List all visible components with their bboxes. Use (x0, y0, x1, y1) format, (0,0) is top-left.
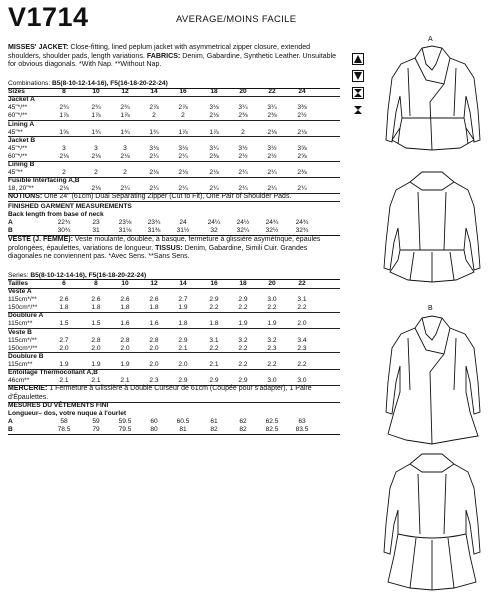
table-cell: 1.6 (120, 320, 130, 328)
table-cell: 2¼ (209, 185, 219, 193)
table-cell: 1¾ (120, 128, 130, 136)
table-cell: 2.8 (149, 336, 159, 344)
table-cell: 2.6 (120, 296, 130, 304)
table-cell: 2.0 (297, 320, 307, 328)
view-b-label: B (428, 305, 433, 312)
metrage-row (8, 337, 340, 345)
row-label: 115cm** (8, 320, 33, 328)
combinations-line-value: B5(8-10-12-14-16), F5(16-18-20-22-24) (51, 80, 168, 87)
table-cell: 2.2 (267, 360, 277, 368)
row-label: Jacket A (8, 96, 35, 104)
table-cell: 58 (60, 418, 68, 426)
table-cell: 3¼ (267, 104, 277, 112)
table-cell: 2.1 (178, 344, 188, 352)
fabric-section-title (8, 369, 340, 377)
table-cell: 24¼ (207, 219, 221, 226)
fabric-section-title (8, 329, 340, 337)
table-cell: 3 (94, 144, 98, 152)
table-cell: 2¼ (267, 185, 277, 193)
table-cell: 2⅛ (59, 185, 69, 193)
table-cell: 12 (150, 279, 158, 287)
table-cell: 31⅛ (118, 227, 132, 235)
table-cell: 3 (123, 144, 127, 152)
row-label: Tailles (8, 279, 29, 287)
table-cell: 1.9 (120, 360, 130, 368)
row-label: Lining B (8, 161, 35, 168)
table-cell: 2⅛ (59, 152, 69, 160)
description-en-heading: MISSES' JACKET: (8, 43, 69, 51)
table-cell: 60 (150, 418, 158, 426)
table-cell: 60.5 (176, 418, 190, 426)
row-label: 45"*/** (8, 144, 28, 152)
table-cell: 2 (123, 169, 127, 177)
table-cell: 3.1 (209, 336, 219, 344)
bowtie-icon (352, 103, 364, 115)
table-cell: 78.5 (57, 426, 71, 434)
table-cell: 2½ (267, 152, 277, 160)
table-cell: 1.9 (91, 360, 101, 368)
table-cell: 2¾ (120, 104, 130, 112)
mercerie-fr (8, 385, 340, 402)
row-label: Sizes (8, 88, 25, 96)
table-rule (8, 434, 340, 435)
table-cell: 14 (150, 88, 158, 96)
table-cell: 63 (298, 418, 306, 426)
table-cell: 24 (298, 88, 306, 96)
table-cell: 2.1 (209, 360, 219, 368)
table-cell: 2 (241, 128, 245, 136)
table-cell: 2.7 (178, 296, 188, 304)
table-cell: 2¼ (178, 185, 188, 193)
table-cell: 3½ (238, 144, 248, 152)
description-en (8, 43, 340, 69)
table-cell: 2.8 (91, 336, 101, 344)
table-cell: 1.9 (238, 320, 248, 328)
table-cell: 2¼ (149, 185, 159, 193)
jacket-b-back-illustration (370, 452, 495, 592)
table-cell: 18 (239, 279, 247, 287)
table-cell: 18 (210, 88, 218, 96)
row-label: A (8, 418, 13, 426)
table-cell: 2⅜ (238, 112, 248, 120)
row-label: Longueur– dos, votre nuque à l'ourlet (8, 410, 127, 418)
table-cell: 2 (62, 169, 66, 177)
table-cell: 59.5 (118, 418, 132, 426)
table-cell: 2.2 (238, 360, 248, 368)
table-cell: 2.0 (91, 344, 101, 352)
table-cell: 2.0 (149, 344, 159, 352)
table-cell: 2¼ (178, 152, 188, 160)
row-label: 46cm** (8, 377, 30, 385)
table-cell: 8 (94, 279, 98, 287)
table-cell: 16 (210, 279, 218, 287)
table-cell: 1⅞ (59, 112, 69, 120)
row-label: Back length from base of neck (8, 210, 104, 218)
row-label: Entoilage Thermocollant A,B (8, 369, 98, 376)
table-cell: 2⅛ (91, 185, 101, 193)
description-fr-part: Veste moulante, doublée, à basque, fermeture à glissière asymétrique, épaules prolongées, épaulettes, variations de longueur. (8, 236, 321, 252)
table-cell: 2¾ (91, 104, 101, 112)
fabrics-en-label: FABRICS: (146, 51, 181, 60)
table-cell: 2.9 (178, 336, 188, 344)
table-cell: 3⅜ (297, 104, 307, 112)
fabric-section-title (8, 177, 340, 185)
table-cell: 10 (121, 279, 129, 287)
table-cell: 2⅛ (91, 152, 101, 160)
table-cell: 32 (210, 227, 218, 235)
table-cell: 2.9 (238, 296, 248, 304)
bowtie-icon (352, 86, 364, 98)
table-cell: 2.2 (238, 344, 248, 352)
table-cell: 2⅛ (209, 169, 219, 177)
table-cell: 2⅛ (297, 128, 307, 136)
table-cell: 2.2 (209, 344, 219, 352)
table-cell: 1.8 (59, 304, 69, 312)
table-cell: 8 (62, 88, 66, 96)
table-cell: 3⅛ (149, 144, 159, 152)
table-cell: 3¼ (209, 144, 219, 152)
fabric-section-title (8, 353, 340, 361)
mercerie-fr-part: MERCERIE: (8, 385, 48, 393)
table-cell: 3⅛ (178, 144, 188, 152)
table-cell: 62.5 (265, 418, 279, 426)
table-cell: 2.3 (267, 344, 277, 352)
row-label: 150cm*/** (8, 304, 38, 312)
mercerie-fr-part: 1 Fermeture à Glissière à Double Curseur de 61cm (Coupée pour s'adapter), 1 Paire d'Épaulettes. (8, 385, 312, 401)
row-label: Doublure B (8, 352, 44, 360)
table-cell: 2¼ (149, 152, 159, 160)
table-cell: 2½ (297, 112, 307, 120)
table-cell: 3.0 (267, 296, 277, 304)
table-cell: 1¾ (91, 128, 101, 136)
table-cell: 2.0 (149, 360, 159, 368)
table-cell: 2.0 (59, 344, 69, 352)
row-label: 60"*/** (8, 112, 28, 120)
table-cell: 1.8 (91, 304, 101, 312)
row-label: 45"** (8, 128, 23, 136)
row-label: 115cm** (8, 360, 33, 368)
row-label: Fusible Interfacing A,B (8, 177, 80, 185)
table-cell: 83.5 (295, 426, 309, 434)
jacket-a-front-illustration (370, 40, 495, 160)
table-cell: 24½ (236, 219, 250, 226)
table-cell: 3⅛ (209, 104, 219, 112)
table-cell: 30¾ (57, 227, 71, 235)
table-cell: 2.0 (120, 344, 130, 352)
table-cell: 2⅛ (209, 112, 219, 120)
table-cell: 23¾ (147, 219, 161, 226)
table-cell: 2⅜ (297, 169, 307, 177)
description-fr-part: Denim, Gabardine, Simili Cuir. Grandes diagonales ne conviennent pas. *Avec Sens. **Sans Sens. (8, 244, 308, 260)
table-cell: 2 (181, 112, 185, 120)
table-cell: 79.5 (118, 426, 132, 434)
table-cell: 3.2 (238, 336, 248, 344)
table-cell: 31 (92, 227, 100, 235)
table-cell: 2¼ (238, 185, 248, 193)
finished-row (8, 219, 340, 227)
table-cell: 2.3 (149, 377, 159, 385)
row-label: Jacket B (8, 136, 36, 144)
table-cell: 2.9 (209, 377, 219, 385)
table-cell: 2¾ (59, 104, 69, 112)
table-cell: 24 (179, 219, 187, 226)
table-cell: 1.9 (178, 304, 188, 312)
row-label: MESURES DU VÊTEMENTS FINI (8, 402, 109, 409)
row-label: 115cm*/** (8, 296, 37, 304)
table-cell: 2⅜ (267, 112, 277, 120)
mesures-row (8, 418, 340, 426)
table-cell: 1.8 (149, 304, 159, 312)
fabrics-en-text: Denim, Gabardine, Synthetic Leather. Unsuitable for obvious diagonals. *With Nap. **Without Nap. (8, 51, 337, 69)
series-line-label: Series: (8, 271, 31, 279)
combinations-line-label: Combinations: (8, 80, 52, 87)
fabric-section-title (8, 137, 340, 145)
table-cell: 16 (179, 88, 187, 96)
row-label: B (8, 426, 13, 434)
table-cell: 1.8 (178, 320, 188, 328)
table-cell: 2.9 (178, 377, 188, 385)
table-cell: 3.0 (267, 377, 277, 385)
table-cell: 22 (268, 88, 276, 96)
table-cell: 24¾ (265, 219, 279, 226)
table-cell: 23 (92, 219, 100, 226)
table-cell: 2¼ (267, 169, 277, 177)
fabric-section-title (8, 288, 340, 296)
table-cell: 1.5 (59, 320, 69, 328)
row-label: 45"*/** (8, 104, 28, 112)
table-cell: 80 (150, 426, 158, 434)
table-cell: 2.2 (297, 304, 307, 312)
table-cell: 2.6 (149, 296, 159, 304)
table-cell: 3.1 (297, 296, 307, 304)
row-label: Doublure A (8, 312, 44, 320)
row-label: A (8, 219, 13, 226)
triangle-up-icon (352, 52, 364, 64)
notions-en-part: NOTIONS: (8, 193, 43, 201)
row-label: 150cm*/** (8, 344, 38, 352)
back-length-label (8, 211, 340, 219)
description-fr (8, 236, 340, 261)
table-cell: 2.0 (178, 360, 188, 368)
table-cell: 1⅝ (59, 128, 69, 136)
table-cell: 81 (179, 426, 187, 434)
table-cell: 1.8 (209, 320, 219, 328)
table-cell: 2⅛ (149, 169, 159, 177)
table-cell: 2¼ (297, 185, 307, 193)
table-cell: 62 (239, 418, 247, 426)
table-cell: 23⅛ (118, 219, 132, 226)
row-label: Veste A (8, 288, 32, 295)
table-cell: 2.2 (209, 304, 219, 312)
jacket-b-front-illustration (370, 312, 495, 447)
table-cell: 2⅜ (209, 152, 219, 160)
table-cell: 32¼ (236, 227, 250, 235)
table-cell: 3.2 (267, 336, 277, 344)
table-cell: 32¾ (295, 227, 309, 235)
table-cell: 2⅛ (178, 169, 188, 177)
table-cell: 2⅞ (149, 104, 159, 112)
table-cell: 31½ (176, 227, 190, 235)
table-cell: 1⅞ (178, 128, 188, 136)
table-cell: 82 (239, 426, 247, 434)
fabric-section-title (8, 121, 340, 129)
table-cell: 24¾ (295, 219, 309, 226)
table-cell: 6 (62, 279, 66, 287)
row-label: FINISHED GARMENT MEASUREMENTS (8, 202, 132, 210)
table-cell: 2.6 (91, 296, 101, 304)
table-cell: 32½ (265, 227, 279, 235)
table-cell: 2.1 (59, 377, 69, 385)
row-label: 45"** (8, 169, 23, 177)
table-cell: 2.6 (59, 296, 69, 304)
fabric-section-title (8, 161, 340, 169)
table-cell: 3½ (267, 144, 277, 152)
table-cell: 1⅞ (120, 112, 130, 120)
table-cell: 22 (298, 279, 306, 287)
table-cell: 20 (239, 88, 247, 96)
table-cell: 61 (210, 418, 218, 426)
notions-en-part: One 24" (61cm) Dual Separating Zipper (Cut to Fit), One Pair of Shoulder Pads. (42, 193, 292, 201)
table-cell: 2.2 (238, 304, 248, 312)
table-cell: 2.9 (238, 377, 248, 385)
table-cell: 2½ (238, 152, 248, 160)
mesures-title (8, 402, 340, 410)
pattern-number: V1714 (8, 2, 89, 32)
row-label: 115cm*/** (8, 336, 37, 344)
row-label: Veste B (8, 328, 32, 336)
finished-measurements-title (8, 203, 340, 211)
table-cell: 2.3 (297, 344, 307, 352)
table-cell: 2 (152, 112, 156, 120)
description-en-body: Close-fitting, lined peplum jacket with asymmetrical zipper closure, extended shoulders, shoulder pads, length variations. (8, 43, 311, 60)
triangle-down-icon (352, 69, 364, 81)
row-label: B (8, 227, 13, 235)
description-fr-part: VESTE (J. FEMME): (8, 236, 73, 244)
fabric-symbol-column (352, 52, 364, 120)
table-cell: 2.2 (267, 304, 277, 312)
table-cell: 3.4 (297, 336, 307, 344)
table-cell: 2.7 (59, 336, 69, 344)
description-fr-part: TISSUS: (155, 244, 183, 252)
table-cell: 2.9 (209, 296, 219, 304)
row-label: 18, 20"** (8, 185, 34, 193)
table-cell: 1.8 (120, 304, 130, 312)
metrage-row (8, 296, 340, 304)
yardage-row (8, 104, 340, 112)
table-cell: 3⅝ (297, 144, 307, 152)
table-cell: 3¼ (238, 104, 248, 112)
table-cell: 10 (92, 88, 100, 96)
table-cell: 20 (268, 279, 276, 287)
series-line-value: B5(8-10-12-14-16), F5(16-18-20-22-24) (30, 271, 147, 279)
row-label: 60"*/** (8, 152, 28, 160)
table-cell: 79 (92, 426, 100, 434)
table-cell: 14 (179, 279, 187, 287)
table-cell: 2.8 (120, 336, 130, 344)
table-cell: 1.9 (59, 360, 69, 368)
table-cell: 12 (121, 88, 129, 96)
table-cell: 2.1 (91, 377, 101, 385)
view-a-label: A (428, 36, 433, 43)
table-cell: 59 (92, 418, 100, 426)
table-cell: 1⅞ (91, 112, 101, 120)
table-cell: 1.6 (149, 320, 159, 328)
longueur-label (8, 410, 340, 418)
table-cell: 2.2 (297, 360, 307, 368)
table-cell: 2 (94, 169, 98, 177)
table-cell: 1¾ (149, 128, 159, 136)
table-cell: 82.5 (265, 426, 279, 434)
table-cell: 3.0 (297, 377, 307, 385)
table-cell: 3 (62, 144, 66, 152)
table-cell: 1.5 (91, 320, 101, 328)
difficulty-label: AVERAGE/MOINS FACILE (176, 14, 297, 25)
table-cell: 2.1 (120, 377, 130, 385)
table-cell: 22¾ (57, 219, 71, 226)
fabric-section-title (8, 96, 340, 104)
table-cell: 2⅛ (267, 128, 277, 136)
table-cell: 31⅜ (147, 227, 161, 235)
row-label: Lining A (8, 120, 35, 128)
table-cell: 82 (210, 426, 218, 434)
fabric-section-title (8, 312, 340, 320)
table-cell: 1⅞ (209, 128, 219, 136)
table-cell: 1.9 (267, 320, 277, 328)
table-cell: 2⅞ (178, 104, 188, 112)
jacket-a-back-illustration (370, 168, 495, 288)
table-cell: 2¼ (120, 185, 130, 193)
table-cell: 2⅛ (120, 152, 130, 160)
table-cell: 2¼ (238, 169, 248, 177)
table-cell: 2⅝ (297, 152, 307, 160)
yardage-row (8, 145, 340, 153)
